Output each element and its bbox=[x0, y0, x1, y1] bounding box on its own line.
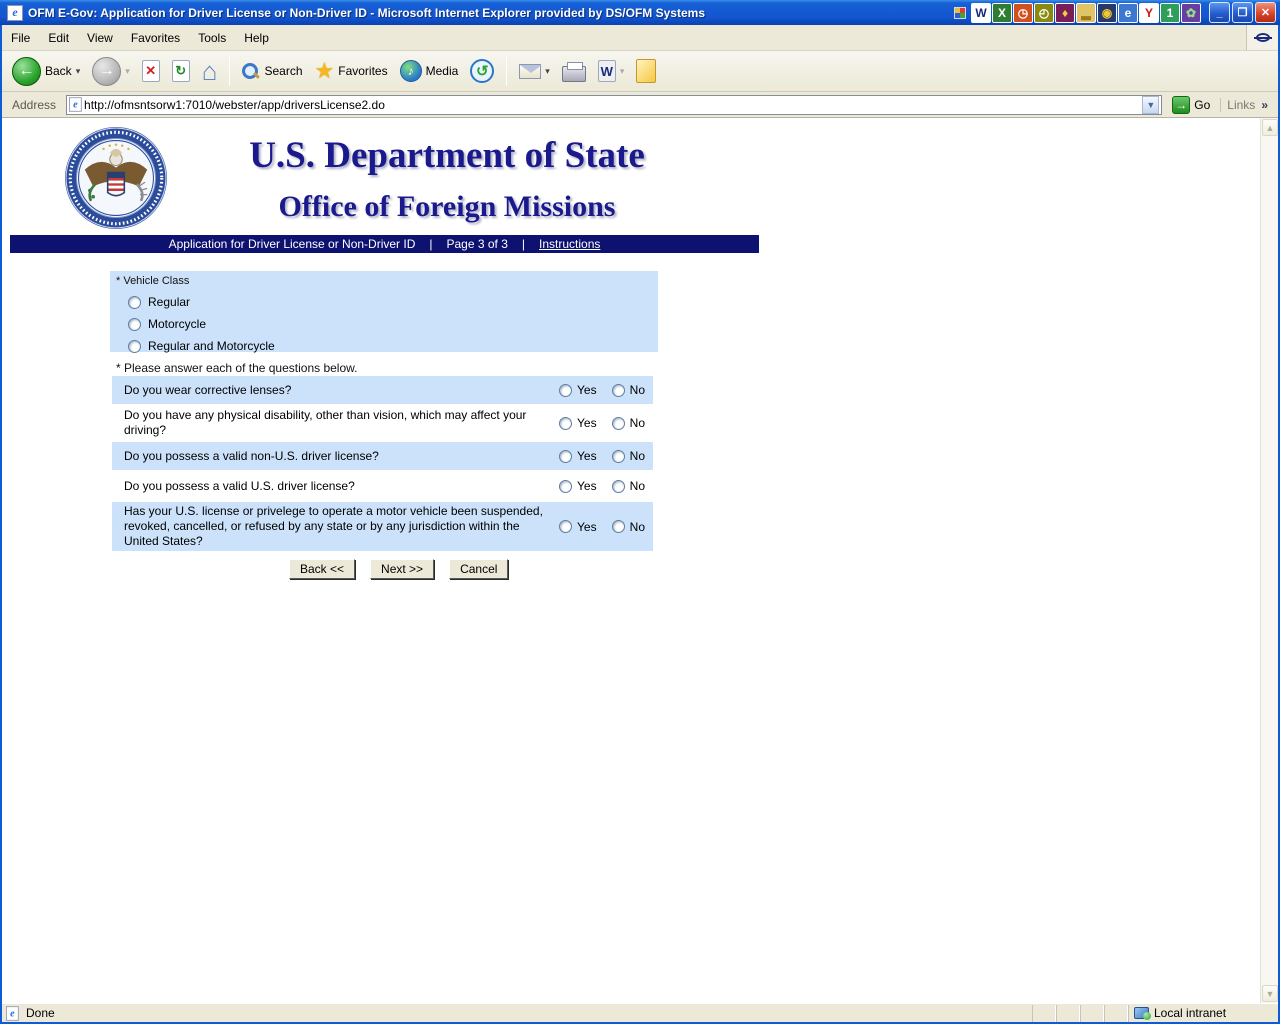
history-button[interactable] bbox=[466, 57, 498, 85]
media-button[interactable] bbox=[396, 58, 463, 84]
security-zone-pane bbox=[1128, 1005, 1278, 1022]
brand-logo bbox=[1246, 25, 1278, 50]
forward-icon: → bbox=[92, 57, 121, 86]
banner-separator: | bbox=[521, 237, 526, 251]
address-input-container bbox=[66, 95, 1162, 115]
back-label: Back bbox=[45, 64, 72, 78]
search-icon bbox=[242, 63, 258, 79]
form-cancel-button[interactable]: Cancel bbox=[449, 559, 508, 579]
menu-view[interactable]: View bbox=[87, 30, 113, 45]
clock-icon[interactable]: ◴ bbox=[1034, 3, 1054, 23]
question-row bbox=[112, 472, 653, 500]
org-title: U.S. Department of State bbox=[249, 135, 645, 176]
search-button[interactable] bbox=[238, 61, 306, 81]
ie-document-icon: e bbox=[7, 5, 23, 21]
security-zone-text: Local intranet bbox=[1154, 1006, 1227, 1020]
word-edit-icon: W bbox=[598, 60, 616, 82]
status-cell bbox=[1056, 1005, 1080, 1022]
mail-icon bbox=[519, 64, 541, 79]
links-toolbar[interactable] bbox=[1220, 98, 1274, 112]
menu-file[interactable]: File bbox=[11, 30, 31, 45]
window-controls bbox=[1209, 2, 1276, 23]
form-back-button[interactable]: Back << bbox=[289, 559, 355, 579]
menu-tools[interactable]: Tools bbox=[198, 30, 227, 45]
application-banner bbox=[10, 235, 759, 253]
refresh-icon: ↻ bbox=[172, 60, 190, 82]
close-button[interactable]: ✕ bbox=[1255, 2, 1276, 23]
messenger-icon bbox=[636, 59, 656, 83]
question-row bbox=[112, 442, 653, 470]
print-button[interactable] bbox=[558, 59, 590, 84]
no-label: No bbox=[629, 449, 645, 463]
word-icon[interactable]: W bbox=[971, 3, 991, 23]
radio-motorcycle[interactable] bbox=[128, 318, 141, 331]
address-label: Address bbox=[12, 97, 57, 112]
radio-q1-yes[interactable] bbox=[559, 384, 572, 397]
vehicle-class-option-regular-and-motorcycle bbox=[128, 339, 652, 353]
question-row bbox=[112, 406, 653, 440]
forward-button[interactable] bbox=[88, 55, 134, 88]
web-page bbox=[2, 118, 1260, 1003]
status-pane bbox=[2, 1005, 1032, 1022]
messenger-button[interactable] bbox=[632, 57, 660, 85]
forward-dropdown-arrow: ▾ bbox=[125, 65, 130, 76]
restore-button[interactable]: ❐ bbox=[1232, 2, 1253, 23]
radio-q2-no[interactable] bbox=[612, 417, 625, 430]
address-input[interactable] bbox=[84, 97, 1142, 113]
favorites-label: Favorites bbox=[338, 64, 388, 78]
no-label: No bbox=[629, 519, 645, 534]
media-icon: ♪ bbox=[400, 60, 422, 82]
mail-dropdown-arrow[interactable]: ▾ bbox=[545, 65, 550, 76]
menu-edit[interactable]: Edit bbox=[48, 30, 70, 45]
radio-q5-no[interactable] bbox=[612, 520, 625, 533]
mail-button[interactable] bbox=[515, 62, 554, 81]
edit-with-word-button[interactable] bbox=[594, 58, 629, 84]
status-cell bbox=[1104, 1005, 1128, 1022]
questions-intro: * Please answer each of the questions below. bbox=[116, 361, 358, 375]
radio-q1-no[interactable] bbox=[612, 384, 625, 397]
address-dropdown-button[interactable]: ▼ bbox=[1142, 96, 1159, 114]
folder-icon[interactable]: ▂ bbox=[1076, 3, 1096, 23]
banner-page-indicator: Page 3 of 3 bbox=[446, 237, 508, 251]
paint-icon[interactable]: ✿ bbox=[1181, 3, 1201, 23]
banner-separator: | bbox=[429, 237, 433, 251]
vehicle-class-option-regular bbox=[128, 295, 652, 309]
media-label: Media bbox=[425, 64, 459, 78]
internet-explorer-icon[interactable]: e bbox=[1118, 3, 1138, 23]
app-icon[interactable]: 1 bbox=[1160, 3, 1180, 23]
toolbar-separator bbox=[506, 56, 507, 86]
stop-icon: ✕ bbox=[142, 60, 160, 82]
links-label: Links bbox=[1227, 97, 1256, 112]
status-text: Done bbox=[26, 1006, 55, 1020]
go-arrow-icon: → bbox=[1172, 96, 1190, 114]
messenger-icon[interactable]: Y bbox=[1139, 3, 1159, 23]
search-label: Search bbox=[264, 64, 303, 78]
yes-label: Yes bbox=[577, 383, 597, 397]
favorites-button[interactable] bbox=[311, 56, 392, 86]
status-cell bbox=[1032, 1005, 1056, 1022]
home-icon: ⌂ bbox=[201, 56, 218, 86]
window-title: OFM E-Gov: Application for Driver License or Non-Driver ID - Microsoft Internet Explorer provided by DS/OFM Systems bbox=[28, 5, 705, 20]
radio-regular-and-motorcycle[interactable] bbox=[128, 340, 141, 353]
standard-toolbar bbox=[2, 51, 1278, 92]
edit-dropdown-arrow: ▾ bbox=[619, 65, 625, 76]
form-buttons bbox=[289, 559, 508, 579]
question-row bbox=[112, 502, 653, 551]
links-chevron-icon[interactable]: » bbox=[1261, 97, 1268, 112]
history-icon: ↺ bbox=[470, 59, 494, 83]
vehicle-class-option-motorcycle bbox=[128, 317, 652, 331]
key-icon[interactable]: ♦ bbox=[1055, 3, 1075, 23]
questions-list bbox=[112, 376, 653, 553]
favorites-star-icon: ★ bbox=[314, 58, 335, 83]
question-row bbox=[112, 376, 653, 404]
back-button[interactable] bbox=[8, 55, 84, 88]
radio-q3-yes[interactable] bbox=[559, 450, 572, 463]
go-label: Go bbox=[1194, 97, 1211, 112]
title-bar bbox=[0, 0, 1280, 25]
banner-title: Application for Driver License or Non-Driver ID bbox=[168, 237, 416, 251]
local-intranet-icon bbox=[1134, 1007, 1149, 1019]
back-icon: ← bbox=[12, 57, 41, 86]
radio-q5-yes[interactable] bbox=[559, 520, 572, 533]
radio-q2-yes[interactable] bbox=[559, 417, 572, 430]
no-label: No bbox=[629, 479, 645, 493]
browser-viewport bbox=[2, 118, 1278, 1003]
org-subtitle: Office of Foreign Missions bbox=[278, 190, 616, 223]
scroll-up-button[interactable]: ▲ bbox=[1262, 119, 1278, 136]
address-page-icon: e bbox=[69, 97, 82, 111]
question-text: Do you have any physical disability, other than vision, which may affect your driving? bbox=[124, 408, 527, 437]
excel-icon[interactable]: X bbox=[992, 3, 1012, 23]
option-label: Motorcycle bbox=[148, 317, 207, 331]
titlebar-icon-strip bbox=[954, 3, 1201, 23]
vehicle-class-label: * Vehicle Class bbox=[116, 275, 190, 287]
question-text: Do you wear corrective lenses? bbox=[124, 382, 292, 397]
menu-favorites[interactable]: Favorites bbox=[130, 30, 181, 45]
office-grid-icon[interactable] bbox=[954, 7, 966, 19]
vehicle-class-section bbox=[110, 271, 658, 352]
minimize-button[interactable]: _ bbox=[1209, 2, 1230, 23]
option-label: Regular and Motorcycle bbox=[148, 339, 275, 353]
status-bar bbox=[2, 1003, 1278, 1022]
stop-button[interactable] bbox=[138, 58, 164, 84]
home-button[interactable] bbox=[198, 58, 222, 84]
address-bar bbox=[2, 92, 1278, 118]
question-text: Do you possess a valid U.S. driver license? bbox=[124, 478, 355, 493]
menu-help[interactable]: Help bbox=[244, 30, 269, 45]
no-label: No bbox=[629, 416, 645, 430]
refresh-button[interactable] bbox=[168, 58, 194, 84]
form-next-button[interactable]: Next >> bbox=[370, 559, 434, 579]
toolbar-separator bbox=[229, 56, 230, 86]
yes-label: Yes bbox=[577, 416, 597, 430]
media-player-icon[interactable]: ◉ bbox=[1097, 3, 1117, 23]
print-icon bbox=[562, 66, 586, 82]
status-cell bbox=[1080, 1005, 1104, 1022]
question-text: Do you possess a valid non-U.S. driver license? bbox=[124, 448, 379, 463]
scroll-down-button[interactable]: ▼ bbox=[1262, 985, 1278, 1002]
option-label: Regular bbox=[148, 295, 191, 309]
radio-q3-no[interactable] bbox=[612, 450, 625, 463]
radio-regular[interactable] bbox=[128, 296, 141, 309]
radio-q4-yes[interactable] bbox=[559, 480, 572, 493]
question-text: Has your U.S. license or privelege to operate a motor vehicle been suspended, revoked, cancelled, or refused by any state or by any jurisdiction within the United States? bbox=[124, 504, 543, 548]
calendar-icon[interactable]: ◷ bbox=[1013, 3, 1033, 23]
back-dropdown-arrow[interactable]: ▾ bbox=[75, 65, 81, 76]
yes-label: Yes bbox=[577, 519, 597, 534]
yes-label: Yes bbox=[577, 449, 597, 463]
no-label: No bbox=[629, 383, 645, 397]
menu-bar bbox=[2, 25, 1278, 51]
status-page-icon: e bbox=[6, 1006, 19, 1020]
go-button[interactable] bbox=[1166, 96, 1216, 114]
radio-q4-no[interactable] bbox=[612, 480, 625, 493]
instructions-link[interactable]: Instructions bbox=[539, 237, 601, 251]
vertical-scrollbar[interactable] bbox=[1260, 118, 1278, 1003]
yes-label: Yes bbox=[577, 479, 597, 493]
